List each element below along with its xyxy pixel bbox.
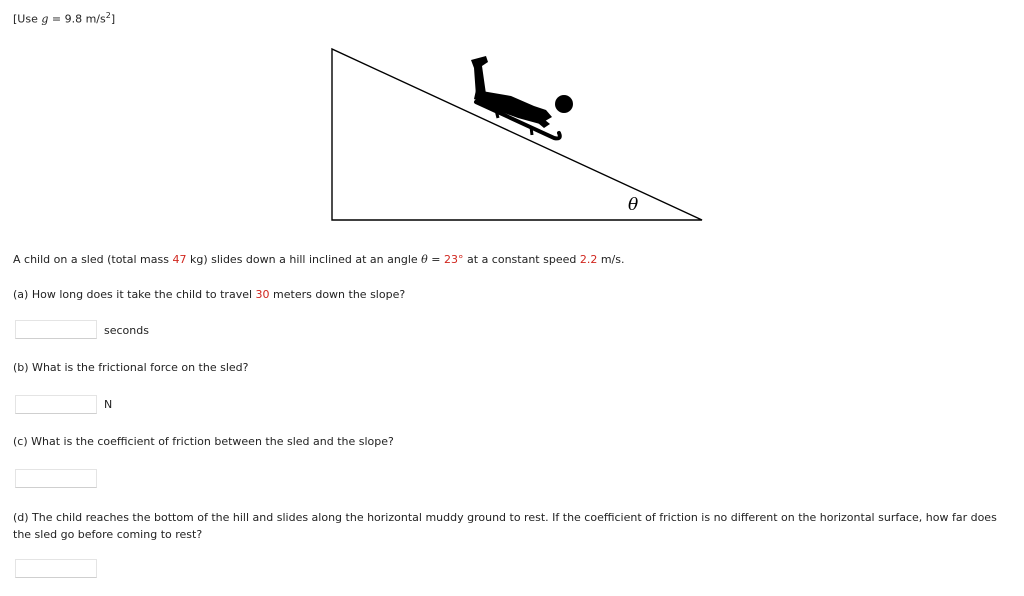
theta-symbol: θ: [421, 253, 428, 266]
question-b: (b) What is the frictional force on the sled?: [13, 361, 249, 374]
gravity-exponent: 2: [105, 11, 111, 20]
speed-value: 2.2: [579, 253, 598, 266]
answer-b-unit: N: [104, 398, 113, 411]
problem-text-1: A child on a sled (total mass: [13, 253, 173, 266]
gravity-note-prefix: [Use: [13, 12, 42, 26]
angle-value: 23°: [444, 253, 464, 266]
distance-value: 30: [255, 288, 270, 301]
question-c: (c) What is the coefficient of friction between the sled and the slope?: [13, 435, 394, 448]
question-d: (d) The child reaches the bottom of the hill and slides along the horizontal muddy ground to rest. If the coefficient of friction is no different on the horizontal surface, how far does the sled go before coming to rest?: [13, 511, 997, 541]
mass-value: 47: [172, 253, 187, 266]
angle-symbol: θ: [628, 195, 639, 215]
gravity-note-suffix: ]: [110, 12, 116, 26]
incline-triangle: [332, 49, 702, 220]
incline-diagram: [326, 44, 706, 226]
answer-a-input[interactable]: [15, 320, 97, 339]
answer-c-input[interactable]: [15, 469, 97, 488]
problem-text-2: kg) slides down a hill inclined at an angle: [186, 253, 422, 266]
gravity-value: = 9.8 m/s: [48, 12, 106, 26]
question-a: [13, 288, 405, 301]
problem-text-4: at a constant speed: [463, 253, 580, 266]
question-a-text-2: meters down the slope?: [269, 288, 406, 301]
question-a-text-1: (a) How long does it take the child to travel: [13, 288, 256, 301]
answer-a-unit: seconds: [104, 324, 149, 337]
problem-text-5: m/s.: [597, 253, 625, 266]
problem-text-3: =: [427, 253, 445, 266]
answer-d-input[interactable]: [15, 559, 97, 578]
gravity-note: [13, 11, 115, 26]
answer-b-input[interactable]: [15, 395, 97, 414]
problem-statement: [13, 253, 625, 266]
gravity-symbol: g: [41, 12, 49, 26]
